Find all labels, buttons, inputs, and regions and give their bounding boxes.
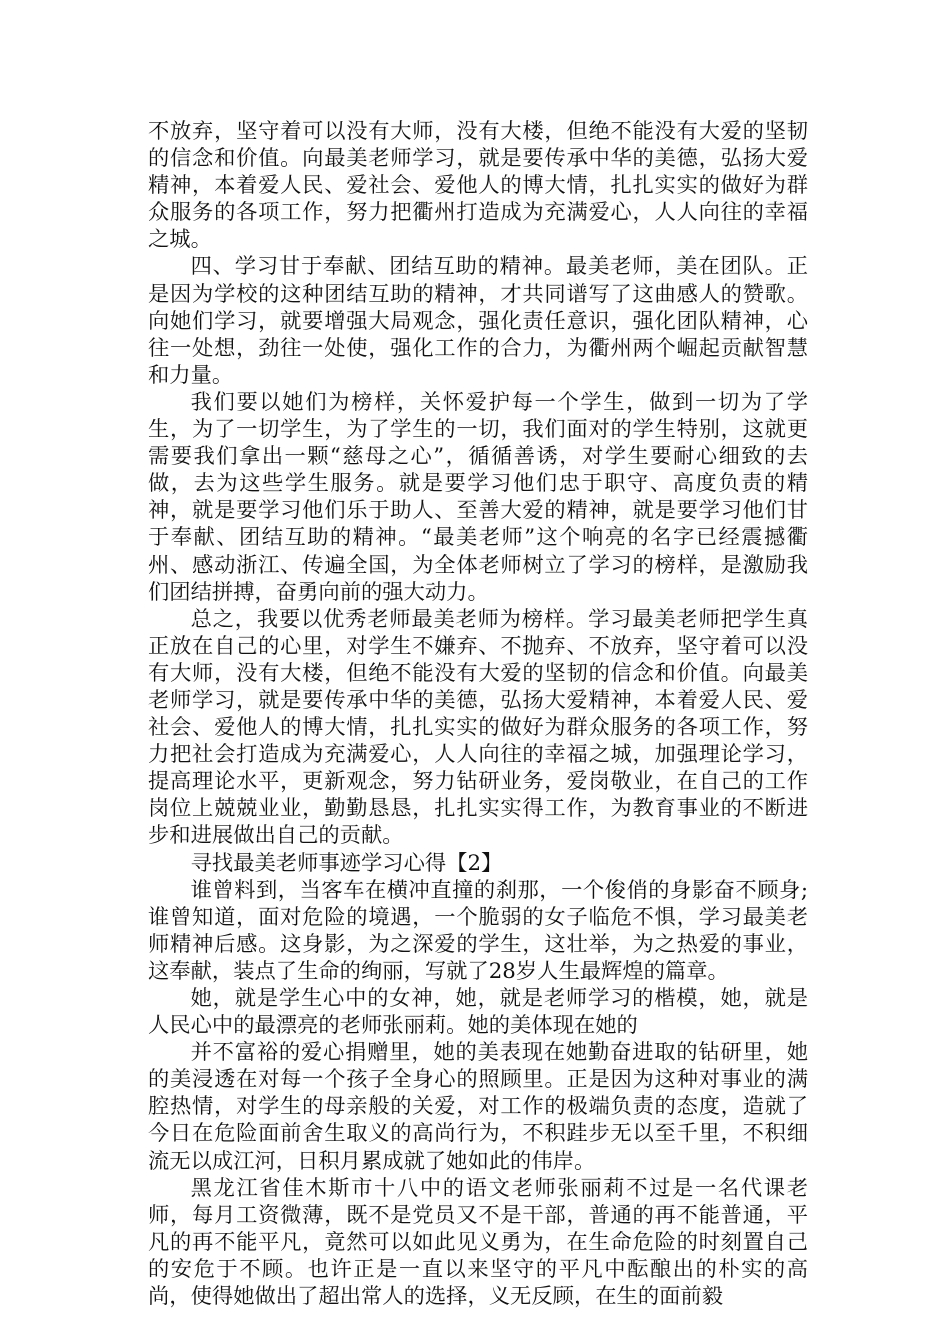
paragraph: 总之，我要以优秀老师最美老师为榜样。学习最美老师把学生真正放在自己的心里，对学生不嫌弃、不抛弃、不放弃，坚守着可以没有大师，没有大楼，但绝不能没有大爱的坚韧的信念和价值。向最美老师学习，就是要传承中华的美德，弘扬大爱精神，本着爱人民、爱社会、爱他人的博大情，扎扎实实的做好为群众服务的各项工作，努力把社会打造成为充满爱心，人人向往的幸福之城，加强理论学习，提高理论水平，更新观念，努力钻研业务，爱岗敬业，在自己的工作岗位上兢兢业业，勤勤恳恳，扎扎实实得工作，为教育事业的不断进步和进展做出自己的贡献。 xyxy=(148,606,808,849)
section-heading: 寻找最美老师事迹学习心得【2】 xyxy=(190,850,503,876)
paragraph: 黑龙江省佳木斯市十八中的语文老师张丽莉不过是一名代课老师，每月工资微薄，既不是党员又不是干部，普通的再不能普通，平凡的再不能平凡，竟然可以如此见义勇为，在生命危险的时刻置自己的安危于不顾。也许正是一直以来坚守的平凡中酝酿出的朴实的高尚，使得她做出了超出常人的选择，义无反顾，在生的面前毅 xyxy=(148,1175,808,1310)
paragraph: 她，就是学生心中的女神，她，就是老师学习的楷模，她，就是人民心中的最漂亮的老师张丽莉。她的美体现在她的 xyxy=(148,986,808,1039)
paragraph: 四、学习甘于奉献、团结互助的精神。最美老师，美在团队。正是因为学校的这种团结互助的精神，才共同谱写了这曲感人的赞歌。向她们学习，就要增强大局观念，强化责任意识，强化团队精神，心往一处想，劲往一处使，强化工作的合力，为衢州两个崛起贡献智慧和力量。 xyxy=(148,254,808,388)
paragraph: 不放弃，坚守着可以没有大师，没有大楼，但绝不能没有大爱的坚韧的信念和价值。向最美老师学习，就是要传承中华的美德，弘扬大爱精神，本着爱人民、爱社会、爱他人的博大情，扎扎实实的做好为群众服务的各项工作，努力把衢州打造成为充满爱心，人人向往的幸福之城。 xyxy=(148,119,808,253)
document-page xyxy=(148,118,808,1310)
paragraph: 我们要以她们为榜样，关怀爱护每一个学生，做到一切为了学生，为了一切学生，为了学生的一切，我们面对的学生特别，这就更需要我们拿出一颗“慈母之心”，循循善诱，对学生要耐心细致的去做，去为这些学生服务。就是要学习他们忠于职守、高度负责的精神，就是要学习他们乐于助人、至善大爱的精神，就是要学习他们甘于奉献、团结互助的精神。“最美老师”这个响亮的名字已经震撼衢州、感动浙江、传遍全国，为全体老师树立了学习的榜样，是激励我们团结拼搏，奋勇向前的强大动力。 xyxy=(148,389,808,605)
paragraph: 谁曾料到，当客车在横冲直撞的刹那，一个俊俏的身影奋不顾身;谁曾知道，面对危险的境遇，一个脆弱的女子临危不惧，学习最美老师精神后感。这身影，为之深爱的学生，这壮举，为之热爱的事业，这奉献，装点了生命的绚丽，写就了28岁人生最辉煌的篇章。 xyxy=(148,877,808,984)
paragraph: 并不富裕的爱心捐赠里，她的美表现在她勤奋进取的钻研里，她的美浸透在对每一个孩子全身心的照顾里。正是因为这种对事业的满腔热情，对学生的母亲般的关爱，对工作的极端负责的态度，造就了今日在危险面前舍生取义的高尚行为，不积跬步无以至千里，不积细流无以成江河，日积月累成就了她如此的伟岸。 xyxy=(148,1040,808,1174)
